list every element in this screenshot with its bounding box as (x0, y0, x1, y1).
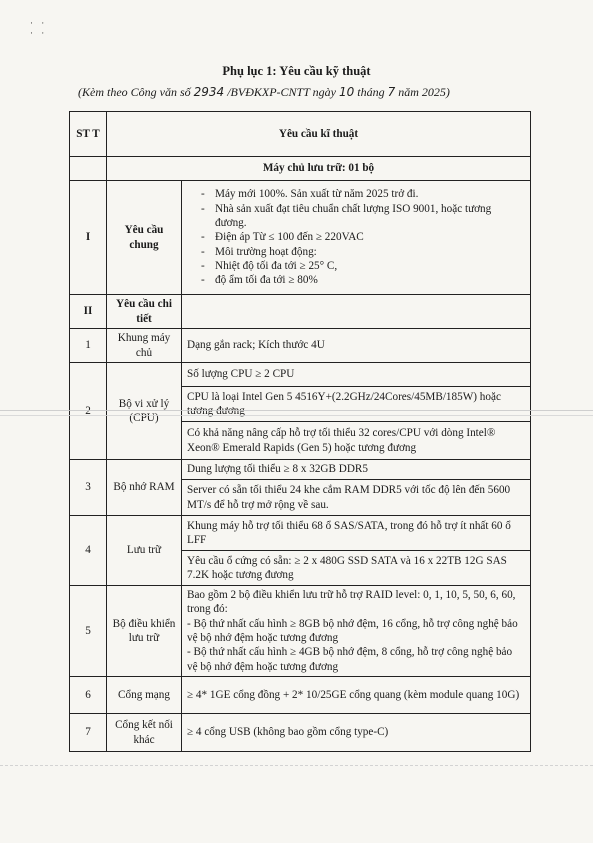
row-name: Bộ điều khiển lưu trữ (107, 586, 182, 677)
list-item: - Nhiệt độ tối đa tới ≥ 25° C, (205, 259, 525, 273)
row-number: 4 (70, 516, 107, 586)
row-number: 1 (70, 329, 107, 363)
spec-cell: Dạng gắn rack; Kích thước 4U (182, 329, 531, 363)
spec-cell: Số lượng CPU ≥ 2 CPU (182, 363, 531, 387)
spec-line: - Bộ thứ nhất cấu hình ≥ 4GB bộ nhớ đệm, 8 cổng, hỗ trợ công nghệ bảo vệ bộ nhớ đệm hoặc tương đương (187, 646, 513, 673)
page-title: Phụ lục 1: Yêu cầu kỹ thuật (222, 64, 371, 78)
table-row (70, 714, 531, 752)
row-number: 5 (70, 586, 107, 677)
table-header-row (70, 112, 531, 157)
spec-cell (182, 586, 531, 677)
spec-cell: Có khả năng nâng cấp hỗ trợ tối thiểu 32 cores/CPU với dòng Intel® Xeon® Emerald Rapids (Gen 5) hoặc tương đương (182, 422, 531, 460)
requirements-table (69, 111, 531, 752)
spec-line: - Bộ thứ nhất cấu hình ≥ 8GB bộ nhớ đệm, 16 cổng, hỗ trợ công nghệ bảo vệ bộ nhớ đệm hoặc tương đương (187, 617, 518, 644)
spec-line: Bao gồm 2 bộ điều khiển lưu trữ hỗ trợ RAID level: 0, 1, 10, 5, 50, 6, 60, trong đó: (187, 589, 516, 616)
list-item: - Máy mới 100%. Sản xuất từ năm 2025 trở đi. (205, 187, 525, 201)
empty-cell (182, 295, 531, 329)
row-name: Cổng mạng (107, 677, 182, 714)
scan-artifact-dashes (0, 765, 593, 766)
general-requirements-list (187, 187, 525, 287)
row-name: Cổng kết nối khác (107, 714, 182, 752)
device-title-row (70, 157, 531, 181)
section-name: Yêu cầu chung (107, 181, 182, 295)
table-row (70, 295, 531, 329)
doc-number-handwritten: 2934 (193, 85, 225, 99)
list-item: - Điện áp Từ ≤ 100 đến ≥ 220VAC (205, 230, 525, 244)
month-handwritten: 7 (387, 85, 396, 99)
col-header-stt: ST T (70, 112, 107, 157)
subtitle-prefix: (Kèm theo Công văn số (78, 85, 194, 99)
list-item: - Nhà sản xuất đạt tiêu chuẩn chất lượng ISO 9001, hoặc tương đương. (205, 202, 525, 231)
row-number: 3 (70, 460, 107, 516)
section-number: I (70, 181, 107, 295)
list-item: - Môi trường hoạt động: (205, 245, 525, 259)
table-row (70, 516, 531, 551)
section-name: Yêu cầu chi tiết (107, 295, 182, 329)
empty-cell (70, 157, 107, 181)
scan-specks: · · · · (30, 18, 48, 38)
page-subtitle (78, 85, 450, 100)
table-row (70, 363, 531, 387)
spec-cell: ≥ 4* 1GE cổng đồng + 2* 10/25GE cổng quang (kèm module quang 10G) (182, 677, 531, 714)
spec-cell: Yêu cầu ổ cứng có sẵn: ≥ 2 x 480G SSD SATA và 16 x 22TB 12G SAS 7.2K hoặc tương đương (182, 551, 531, 586)
subtitle-month-label: tháng (354, 85, 388, 99)
table-row (70, 677, 531, 714)
row-number: 2 (70, 363, 107, 460)
spec-cell: Khung máy hỗ trợ tối thiểu 68 ổ SAS/SATA, trong đó hỗ trợ ít nhất 60 ổ LFF (182, 516, 531, 551)
day-handwritten: 10 (339, 85, 355, 99)
subtitle-mid: /BVĐKXP-CNTT ngày (224, 85, 339, 99)
spec-cell: ≥ 4 cổng USB (không bao gồm cổng type-C) (182, 714, 531, 752)
table-row (70, 329, 531, 363)
col-header-requirements: Yêu cầu kĩ thuật (107, 112, 531, 157)
table-row (70, 181, 531, 295)
row-name: Lưu trữ (107, 516, 182, 586)
subtitle-suffix: năm 2025) (395, 85, 450, 99)
row-number: 7 (70, 714, 107, 752)
spec-cell: Server có sẵn tối thiểu 24 khe cắm RAM DDR5 với tốc độ lên đến 5600 MT/s để hỗ trợ mở rộng về sau. (182, 480, 531, 516)
list-item: - độ ẩm tối đa tới ≥ 80% (205, 273, 525, 287)
spec-cell: Dung lượng tối thiểu ≥ 8 x 32GB DDR5 (182, 460, 531, 480)
section-details (182, 181, 531, 295)
device-title: Máy chủ lưu trữ: 01 bộ (107, 157, 531, 181)
spec-cell: CPU là loại Intel Gen 5 4516Y+(2.2GHz/24Cores/45MB/185W) hoặc tương đương (182, 387, 531, 422)
row-name: Bộ nhớ RAM (107, 460, 182, 516)
table-row (70, 586, 531, 677)
section-number: II (70, 295, 107, 329)
scan-artifact-line (0, 410, 593, 416)
row-name: Khung máy chủ (107, 329, 182, 363)
row-name: Bộ vi xử lý (CPU) (107, 363, 182, 460)
table-row (70, 460, 531, 480)
row-number: 6 (70, 677, 107, 714)
